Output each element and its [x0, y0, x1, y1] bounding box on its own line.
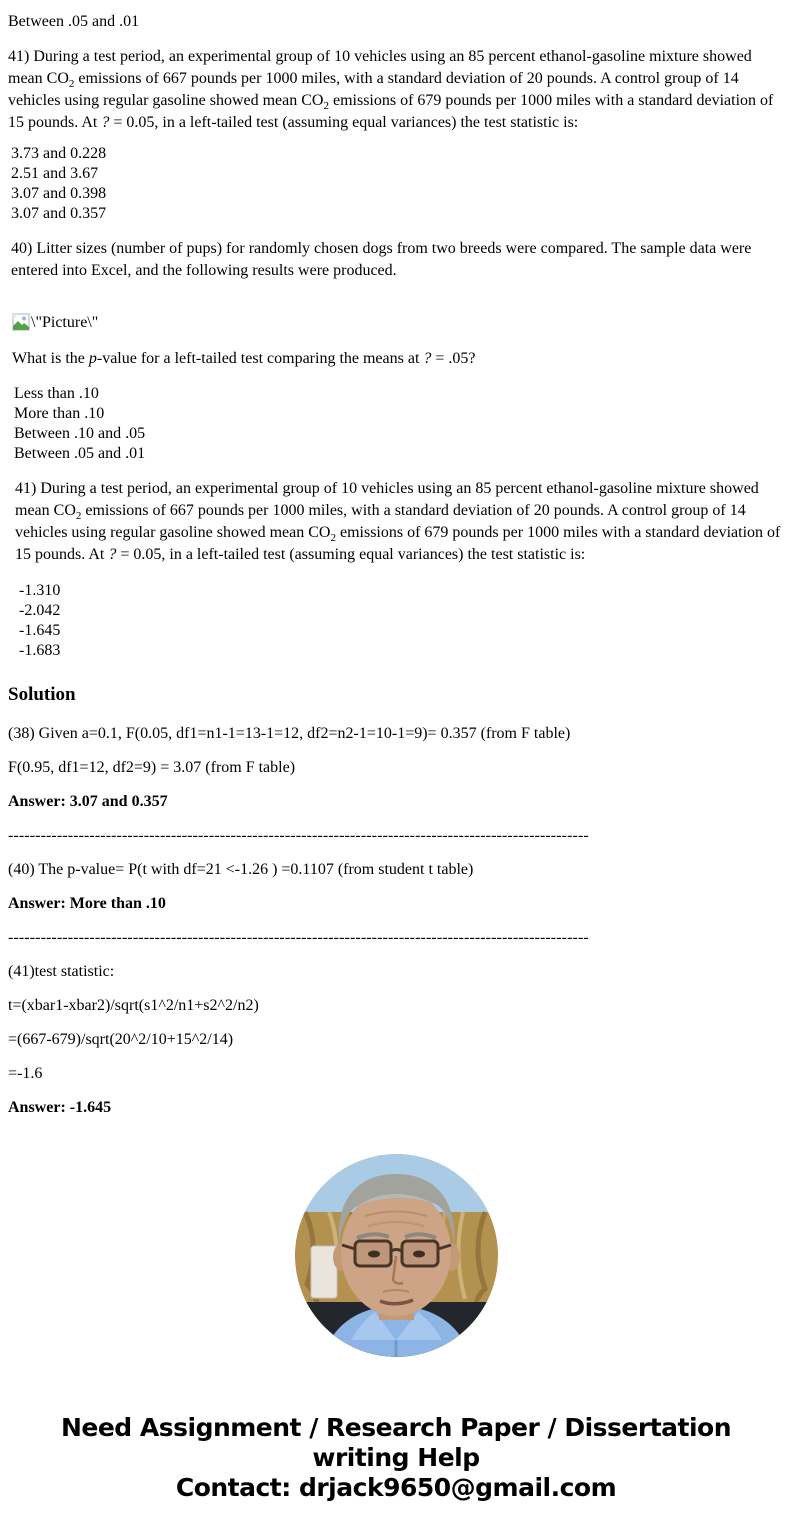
solution-38-line-1: (38) Given a=0.1, F(0.05, df1=n1-1=13-1=12, df2=n2-1=10-1=9)= 0.357 (from F table) — [8, 725, 571, 742]
text-fragment: 41) During a test period, an experimental group of 10 vehicles using an 85 percent ethanol-gasoline mixture showed mean CO — [15, 480, 759, 519]
alpha-symbol: ? — [423, 350, 432, 367]
intro-line: Between .05 and .01 — [8, 13, 140, 30]
broken-image-placeholder — [12, 312, 784, 332]
answer-option: Between .05 and .01 — [14, 445, 146, 462]
separator-line: ----------------------------------------------------------------------------------------------------------- — [8, 929, 589, 946]
answer-option: -1.683 — [19, 642, 61, 659]
solution-41-result: =-1.6 — [8, 1065, 43, 1082]
answer-option: -1.645 — [19, 622, 61, 639]
banner-line-1: Need Assignment / Research Paper / Dissertation — [60, 1413, 732, 1442]
question-41-options — [8, 144, 784, 224]
tutor-photo — [8, 1154, 784, 1363]
solution-40-answer: Answer: More than .10 — [8, 895, 166, 912]
text-fragment: emissions of 679 pounds per 1000 miles with a standard deviation of 15 pounds. At — [8, 92, 774, 131]
text-fragment: emissions of 667 pounds per 1000 miles, with a standard deviation of 20 pounds. A control group of 14 vehicles using regular gasoline showed mean CO — [15, 502, 746, 541]
tutor-avatar-image — [295, 1154, 498, 1357]
question-40-prompt — [12, 348, 784, 369]
text-fragment: = 0.05, in a left-tailed test (assuming equal variances) the test statistic is: — [109, 114, 579, 131]
answer-option: -2.042 — [19, 602, 61, 619]
alpha-symbol: ? — [108, 546, 117, 563]
text-fragment: = .05? — [431, 350, 476, 367]
alpha-symbol: ? — [101, 114, 110, 131]
answer-option: Less than .10 — [14, 385, 99, 402]
question-41-repeat-text — [15, 478, 784, 566]
answer-option: 3.07 and 0.398 — [11, 185, 107, 202]
co2-subscript: 2 — [330, 532, 336, 545]
solution-41-heading: (41)test statistic: — [8, 963, 115, 980]
co2-subscript: 2 — [323, 100, 329, 113]
banner-line-3: Contact: drjack9650@gmail.com — [175, 1473, 617, 1502]
contact-banner — [8, 1413, 784, 1503]
solution-41-answer: Answer: -1.645 — [8, 1099, 112, 1116]
text-fragment: emissions of 667 pounds per 1000 miles, with a standard deviation of 20 pounds. A control group of 14 vehicles using regular gasoline showed mean CO — [8, 70, 739, 109]
question-41-text — [8, 46, 784, 134]
answer-option: -1.310 — [19, 582, 61, 599]
p-value-symbol: p — [88, 350, 97, 367]
banner-line-2: writing Help — [312, 1443, 480, 1472]
question-40-text: 40) Litter sizes (number of pups) for randomly chosen dogs from two breeds were compared. The sample data were entered into Excel, and the following results were produced. — [11, 240, 752, 279]
solution-40-line: (40) The p-value= P(t with df=21 <-1.26 ) =0.1107 (from student t table) — [8, 861, 474, 878]
separator-line: ----------------------------------------------------------------------------------------------------------- — [8, 827, 589, 844]
text-fragment: -value for a left-tailed test comparing the means at — [96, 350, 424, 367]
broken-image-icon — [12, 313, 30, 331]
question-41-repeat-options — [8, 581, 784, 661]
answer-option: Between .10 and .05 — [14, 425, 146, 442]
text-fragment: What is the — [12, 350, 89, 367]
solution-38-answer: Answer: 3.07 and 0.357 — [8, 793, 168, 810]
co2-subscript: 2 — [75, 510, 82, 523]
solution-38-line-2: F(0.95, df1=12, df2=9) = 3.07 (from F table) — [8, 759, 296, 776]
answer-option: 3.73 and 0.228 — [11, 145, 107, 162]
text-fragment: emissions of 679 pounds per 1000 miles with a standard deviation of 15 pounds. At — [15, 524, 781, 563]
answer-option: More than .10 — [14, 405, 105, 422]
image-alt-text: \"Picture\" — [31, 314, 99, 331]
answer-option: 3.07 and 0.357 — [11, 205, 107, 222]
co2-subscript: 2 — [68, 78, 75, 91]
solution-41-formula: t=(xbar1-xbar2)/sqrt(s1^2/n1+s2^2/n2) — [8, 997, 259, 1014]
text-fragment: = 0.05, in a left-tailed test (assuming equal variances) the test statistic is: — [116, 546, 586, 563]
solution-41-substitution: =(667-679)/sqrt(20^2/10+15^2/14) — [8, 1031, 234, 1048]
text-fragment: 41) During a test period, an experimental group of 10 vehicles using an 85 percent ethanol-gasoline mixture showed mean CO — [8, 48, 752, 87]
solution-heading: Solution — [8, 684, 76, 705]
question-40-options — [8, 384, 784, 464]
answer-option: 2.51 and 3.67 — [11, 165, 99, 182]
